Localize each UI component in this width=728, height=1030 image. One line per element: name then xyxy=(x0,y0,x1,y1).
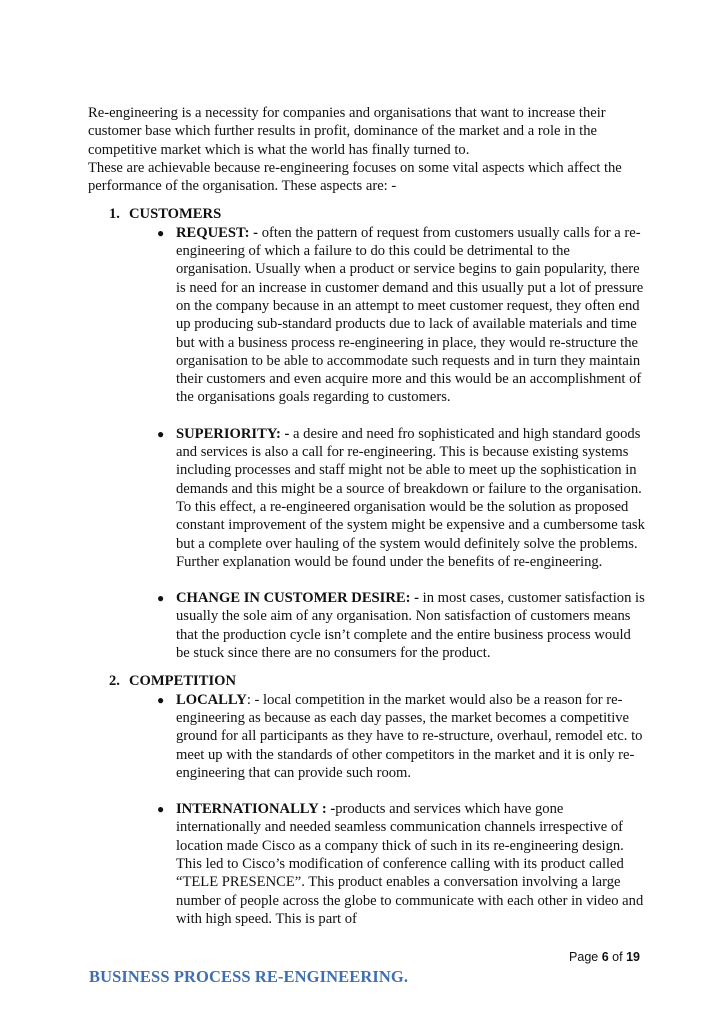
item-text: a desire and need fro sophisticated and high standard goods and services is also a call for re-engineering. This is because existing systems including processes and staff might not be able to meet up the sophistication in demands and this might be a source of breakdown or failure to the organisation. To this effect, a re-engineered organisation would be the solution as proposed constant improvement of the system might be expensive and a cumbersome task but a complete over hauling of the system would definitely solve the problems. xyxy=(176,425,645,552)
section-number: 2. xyxy=(109,673,120,690)
list-item xyxy=(157,425,648,571)
item-extra-text: Further explanation would be found under the benefits of re-engineering. xyxy=(176,553,603,570)
footer-document-title: BUSINESS PROCESS RE-ENGINEERING. xyxy=(89,967,409,986)
bullet-list xyxy=(109,224,648,663)
section-competition xyxy=(109,672,648,928)
document-body xyxy=(88,104,648,928)
item-text: : - local competition in the market would also be a reason for re-engineering as because as each day passes, the market becomes a competitive ground for all participants as they have to re-structure, overhaul, remodel etc. to meet up with the standards of other competitors in the market and it is only re-engineering that can provide such room. xyxy=(176,691,643,781)
bullet-icon: ● xyxy=(157,591,165,606)
item-term: REQUEST: - xyxy=(176,224,259,241)
bullet-icon: ● xyxy=(157,225,165,240)
item-term: INTERNATIONALLY : - xyxy=(176,801,336,818)
section-heading xyxy=(109,672,648,690)
page-current: 6 xyxy=(601,950,609,964)
page-total: 19 xyxy=(626,950,640,964)
list-item xyxy=(157,589,648,662)
section-title: COMPETITION xyxy=(129,673,237,690)
bullet-icon: ● xyxy=(157,802,165,817)
list-item xyxy=(157,691,648,782)
section-heading xyxy=(109,205,648,223)
item-term: SUPERIORITY: - xyxy=(176,425,290,442)
section-title: CUSTOMERS xyxy=(129,206,222,223)
section-customers xyxy=(109,205,648,662)
list-item xyxy=(157,224,648,407)
item-term: LOCALLY xyxy=(176,691,247,708)
bullet-icon: ● xyxy=(157,692,165,707)
item-term: CHANGE IN CUSTOMER DESIRE: - xyxy=(176,590,419,607)
bullet-icon: ● xyxy=(157,426,165,441)
item-text: products and services which have gone internationally and needed seamless communication channels irrespective of location made Cisco as a company thick of such in its re-engineering design. This led to Cisco’s modification of conference calling with its product called “TELE PRESENCE”. This product enables a conversation involving a large number of people across the globe to communicate with each other in video and with high speed. This is part of xyxy=(176,801,644,927)
section-number: 1. xyxy=(109,206,120,223)
page-label: Page xyxy=(569,950,599,964)
bullet-list xyxy=(109,691,648,929)
item-text: in most cases, customer satisfaction is usually the sole aim of any organisation. Non satisfaction of customers means that the production cycle isn’t complete and the entire business process would be stuck since there are no consumers for the product. xyxy=(176,590,645,662)
list-item xyxy=(157,800,648,928)
intro-paragraph-1: Re-engineering is a necessity for companies and organisations that want to increase their customer base which further results in profit, dominance of the market and a role in the competitive market which is what the world has finally turned to. xyxy=(88,105,606,158)
item-text: often the pattern of request from customers usually calls for a re-engineering of which a failure to do this could be detrimental to the organisation. Usually when a product or service begins to gain popularity, there is need for an increase in customer demand and this usually put a lot of pressure on the company because in an attempt to meet customer request, they often end up producing sub-standard products due to lack of available materials and time but with a business process re-engineering in place, they would re-structure the organisation to be able to accommodate such requests and in turn they maintain their customers and even acquire more and this would be an accomplishment of the organisations goals regarding to customers. xyxy=(176,224,644,406)
page-of: of xyxy=(612,950,623,964)
page-number xyxy=(569,950,640,964)
intro-paragraph-2: These are achievable because re-engineering focuses on some vital aspects which affect the performance of the organisation. These aspects are: - xyxy=(88,159,622,195)
